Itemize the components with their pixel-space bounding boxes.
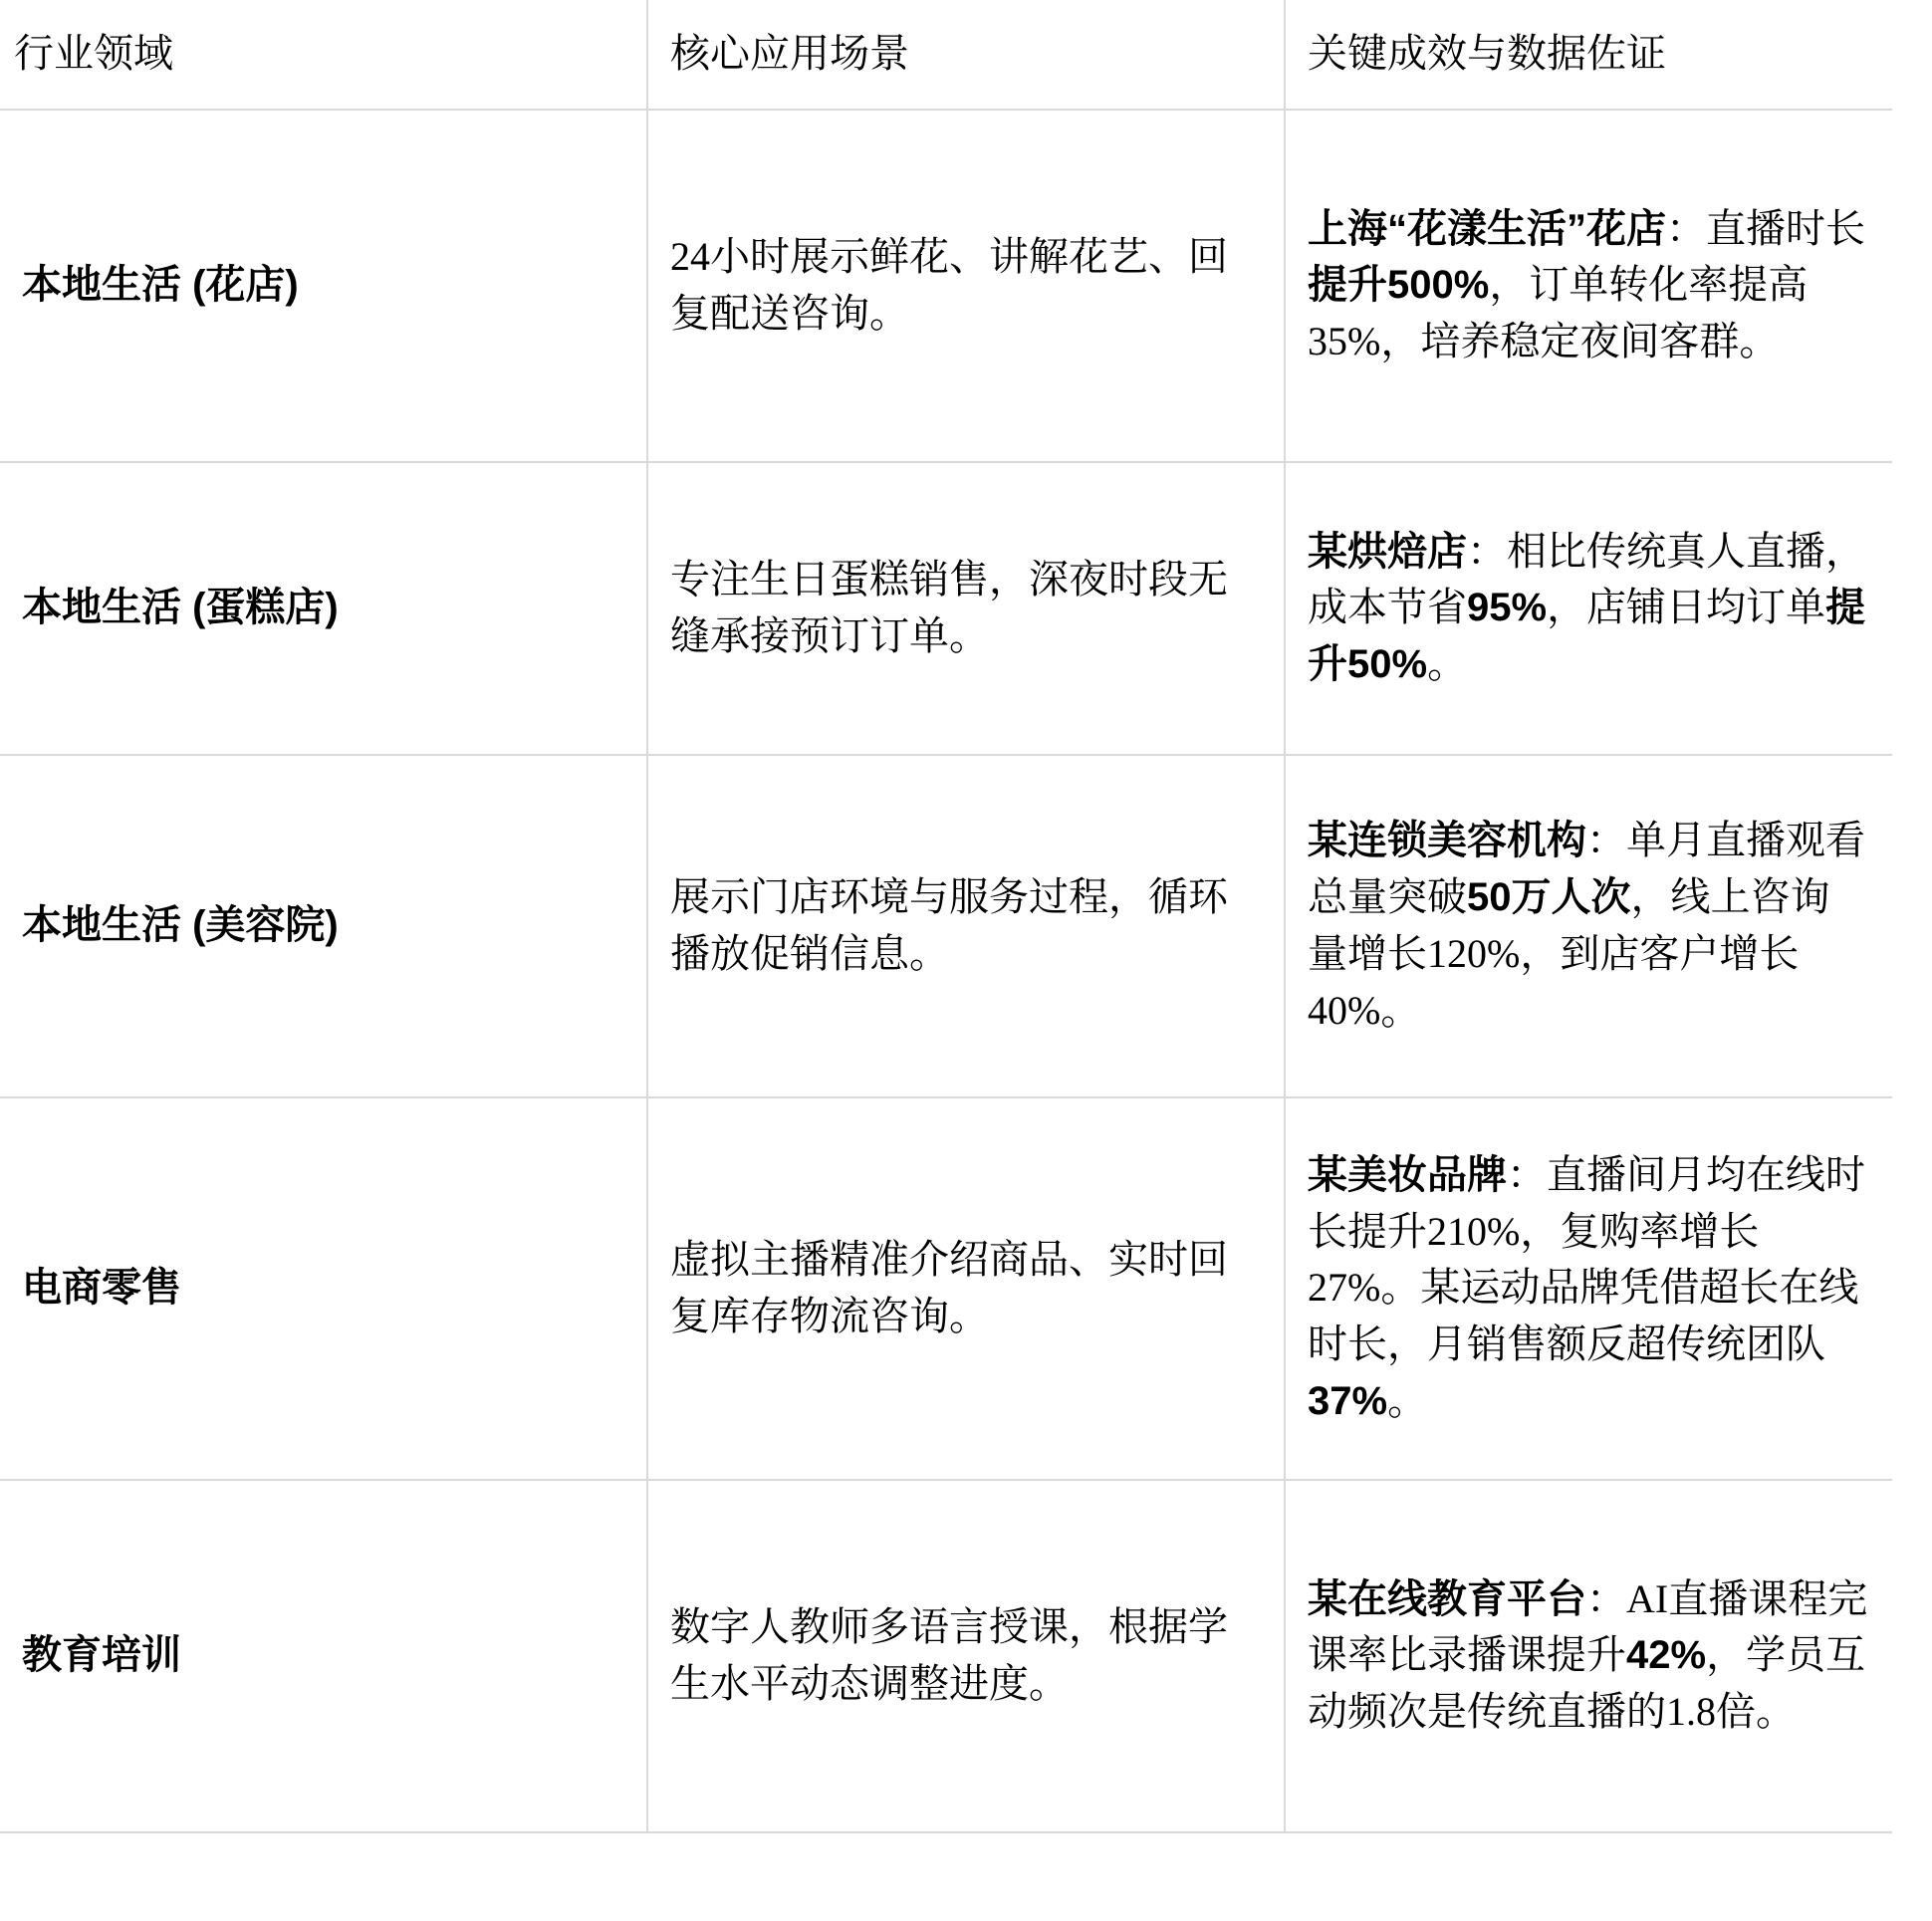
cell-industry: 本地生活 (花店) (0, 110, 647, 462)
cell-scenario: 虚拟主播精准介绍商品、实时回复库存物流咨询。 (647, 1097, 1285, 1480)
column-header-industry (0, 0, 647, 110)
cell-scenario: 24小时展示鲜花、讲解花艺、回复配送咨询。 (647, 110, 1285, 462)
cell-scenario: 专注生日蛋糕销售，深夜时段无缝承接预订订单。 (647, 462, 1285, 755)
cell-result: 某连锁美容机构：单月直播观看总量突破50万人次，线上咨询量增长120%，到店客户增长40%。 (1285, 755, 1892, 1097)
table-row (0, 462, 1892, 755)
cell-industry: 本地生活 (蛋糕店) (0, 462, 647, 755)
column-header-scenario-label: 核心应用场景 (670, 32, 909, 76)
cell-industry: 本地生活 (美容院) (0, 755, 647, 1097)
table-row (0, 1097, 1892, 1480)
cell-result: 某在线教育平台：AI直播课程完课率比录播课提升42%，学员互动频次是传统直播的1.8倍。 (1285, 1480, 1892, 1832)
table-header-row (0, 0, 1892, 110)
table-row (0, 755, 1892, 1097)
column-header-scenario (647, 0, 1285, 110)
cell-scenario: 展示门店环境与服务过程，循环播放促销信息。 (647, 755, 1285, 1097)
column-header-result (1285, 0, 1892, 110)
column-header-industry-label: 行业领域 (14, 32, 173, 76)
cell-scenario: 数字人教师多语言授课，根据学生水平动态调整进度。 (647, 1480, 1285, 1832)
cell-industry: 电商零售 (0, 1097, 647, 1480)
cell-result: 上海“花漾生活”花店：直播时长提升500%，订单转化率提高35%，培养稳定夜间客群。 (1285, 110, 1892, 462)
cell-result: 某美妆品牌：直播间月均在线时长提升210%，复购率增长27%。某运动品牌凭借超长在线时长，月销售额反超传统团队37%。 (1285, 1097, 1892, 1480)
column-header-result-label: 关键成效与数据佐证 (1308, 32, 1666, 76)
cell-result: 某烘焙店：相比传统真人直播，成本节省95%，店铺日均订单提升50%。 (1285, 462, 1892, 755)
table-row (0, 1480, 1892, 1832)
table-body (0, 110, 1892, 1832)
table-header (0, 0, 1892, 110)
cell-industry: 教育培训 (0, 1480, 647, 1832)
table-row (0, 110, 1892, 462)
